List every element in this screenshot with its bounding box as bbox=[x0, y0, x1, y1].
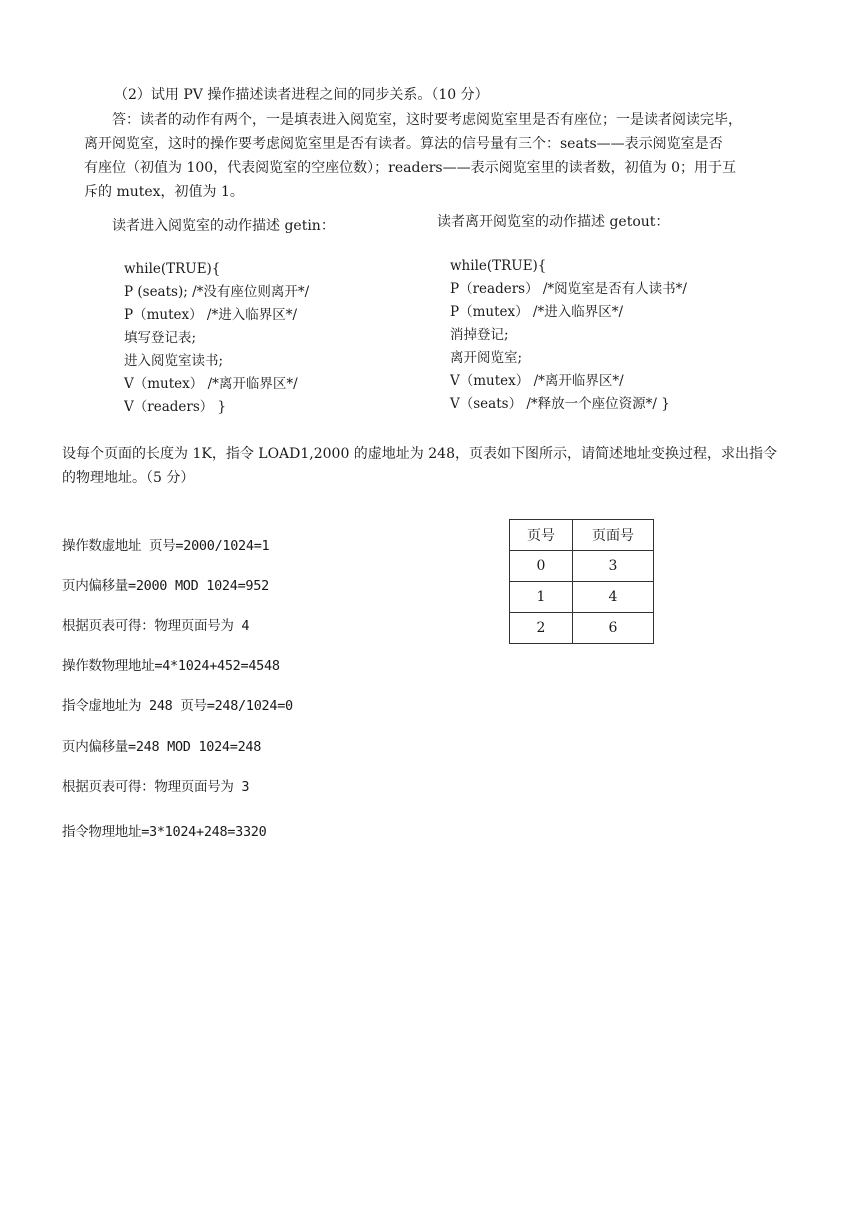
calc-step: 页内偏移量=2000 MOD 1024=952 bbox=[62, 578, 269, 594]
calc-step: 根据页表可得：物理页面号为 4 bbox=[62, 618, 250, 634]
code-line: P（mutex） /*进入临界区*/ bbox=[124, 307, 297, 323]
calc-step: 根据页表可得：物理页面号为 3 bbox=[62, 779, 250, 795]
code-line: V（mutex） /*离开临界区*/ bbox=[124, 376, 298, 392]
code-line: V（mutex） /*离开临界区*/ bbox=[450, 373, 624, 389]
table-cell: 2 bbox=[510, 613, 573, 644]
getin-heading: 读者进入阅览室的动作描述 getin： bbox=[112, 218, 335, 234]
q3-line: 的物理地址。（5 分） bbox=[62, 470, 195, 486]
calc-step: 页内偏移量=248 MOD 1024=248 bbox=[62, 739, 262, 755]
answer-line: 有座位（初值为 100，代表阅览室的空座位数）；readers——表示阅览室里的读者数，初值为 0；用于互 bbox=[84, 160, 736, 176]
header-cell: 页号 bbox=[510, 520, 573, 551]
code-line: 进入阅览室读书; bbox=[124, 353, 224, 369]
getout-code bbox=[450, 255, 687, 416]
code-line: 离开阅览室; bbox=[450, 350, 523, 366]
code-line: P（mutex） /*进入临界区*/ bbox=[450, 304, 623, 320]
code-line: while(TRUE){ bbox=[450, 258, 547, 274]
getout-heading: 读者离开阅览室的动作描述 getout： bbox=[437, 214, 670, 230]
code-line: P（readers） /*阅览室是否有人读书*/ bbox=[450, 281, 687, 297]
calc-step: 操作数物理地址=4*1024+452=4548 bbox=[62, 658, 280, 674]
page-table bbox=[509, 519, 654, 644]
page-table-header bbox=[510, 520, 654, 551]
code-line: while(TRUE){ bbox=[124, 261, 221, 277]
code-line: V（seats） /*释放一个座位资源*/ } bbox=[450, 396, 670, 412]
answer-line: 斥的 mutex，初值为 1。 bbox=[84, 184, 244, 200]
code-line: 消掉登记; bbox=[450, 327, 509, 343]
table-cell: 4 bbox=[573, 582, 654, 613]
calc-step: 指令物理地址=3*1024+248=3320 bbox=[62, 824, 267, 840]
code-line: 填写登记表; bbox=[124, 330, 197, 346]
getin-code bbox=[124, 258, 309, 419]
table-row bbox=[510, 551, 654, 582]
q2-answer bbox=[84, 108, 804, 204]
calc-step: 指令虚地址为 248 页号=248/1024=0 bbox=[62, 698, 293, 714]
answer-line: 答：读者的动作有两个，一是填表进入阅览室，这时要考虑阅览室里是否有座位；一是读者阅读完毕， bbox=[112, 112, 742, 128]
code-line: P (seats); /*没有座位则离开*/ bbox=[124, 284, 310, 300]
table-cell: 0 bbox=[510, 551, 573, 582]
q2-title: （2）试用 PV 操作描述读者进程之间的同步关系。（10 分） bbox=[114, 87, 489, 103]
table-row bbox=[510, 613, 654, 644]
answer-line: 离开阅览室，这时的操作要考虑阅览室里是否有读者。算法的信号量有三个：seats——表示阅览室是否 bbox=[84, 136, 723, 152]
table-cell: 1 bbox=[510, 582, 573, 613]
table-cell: 6 bbox=[573, 613, 654, 644]
q3-statement bbox=[62, 442, 822, 490]
table-cell: 3 bbox=[573, 551, 654, 582]
calc-step: 操作数虚地址 页号=2000/1024=1 bbox=[62, 538, 270, 554]
header-cell: 页面号 bbox=[573, 520, 654, 551]
q3-line: 设每个页面的长度为 1K，指令 LOAD1,2000 的虚地址为 248，页表如下图所示，请简述地址变换过程，求出指令 bbox=[62, 446, 777, 462]
code-line: V（readers） } bbox=[124, 399, 227, 415]
table-row bbox=[510, 582, 654, 613]
